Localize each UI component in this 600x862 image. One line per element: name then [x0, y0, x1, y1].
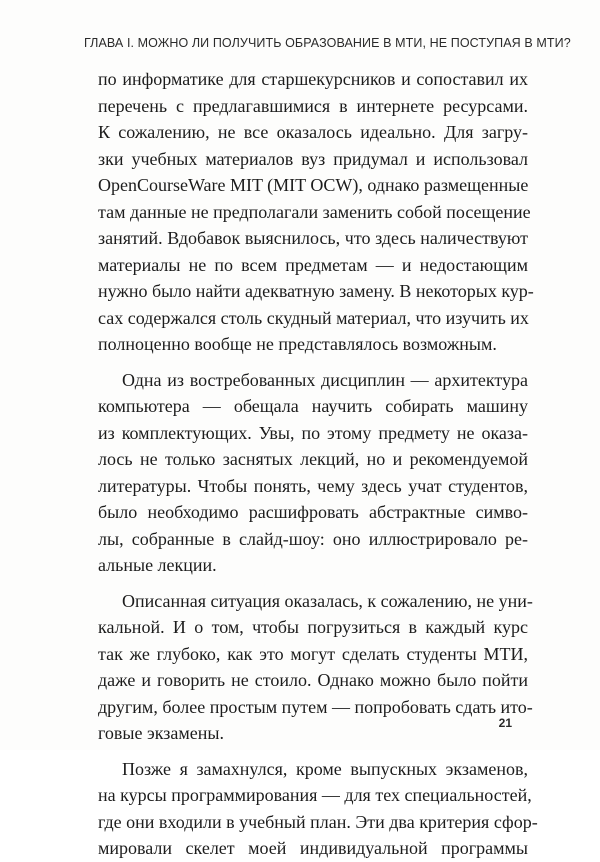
- text-line: из комплектующих. Увы, по этому предмету не оказа-: [98, 422, 528, 443]
- text-line: сах содержался столь скудный материал, что изучить их: [98, 307, 529, 328]
- text-line: Позже я замахнулся, кроме выпускных экзаменов,: [122, 758, 528, 779]
- running-header: ГЛАВА I. МОЖНО ЛИ ПОЛУЧИТЬ ОБРАЗОВАНИЕ В МТИ, НЕ ПОСТУПАЯ В МТИ?: [84, 36, 571, 50]
- text-line: лось не только заснятых лекций, но и рекомендуемой: [98, 449, 528, 469]
- text-line: нужно было найти адекватную замену. В некоторых кур-: [98, 281, 534, 301]
- text-line: на курсы программирования — для тех специальностей,: [98, 785, 532, 805]
- text-line: было необходимо расшифровать абстрактные симво-: [98, 502, 528, 522]
- text-line: зки учебных материалов вуз придумал и использовал: [98, 148, 528, 169]
- text-line: другим, более простым путем — попробовать сдать ито-: [98, 696, 533, 717]
- text-line: полноценно вообще не представлялось возможным.: [98, 334, 497, 354]
- text-line: К сожалению, не все оказалось идеально. Для загру-: [98, 122, 528, 142]
- text-line: OpenCourseWare MIT (MIT OCW), однако размещенные: [98, 175, 529, 195]
- body-text: [98, 66, 538, 862]
- text-line: перечень с предлагавшимися в интернете ресурсами.: [98, 95, 528, 116]
- text-line: говые экзамены.: [98, 723, 224, 743]
- text-line: альные лекции.: [98, 555, 217, 575]
- text-line: материалы не по всем предметам — и недостающим: [98, 254, 528, 275]
- text-line: занятий. Вдобавок выяснилось, что здесь наличествуют: [98, 228, 528, 248]
- page-number: 21: [498, 716, 512, 730]
- text-line: по информатике для старшекурсников и сопоставил их: [98, 69, 528, 89]
- text-line: компьютера — обещала научить собирать машину: [98, 396, 528, 416]
- text-line: кальной. И о том, чтобы погрузиться в каждый курс: [98, 617, 528, 637]
- paragraph: [98, 367, 528, 579]
- text-line: лы, собранные в слайд-шоу: оно иллюстрировало ре-: [98, 528, 528, 549]
- paragraph: [98, 588, 533, 747]
- text-line: Одна из востребованных дисциплин — архитектура: [122, 369, 528, 390]
- text-line: так же глубоко, как это могут сделать студенты МТИ,: [98, 643, 528, 664]
- text-line: там данные не предполагали заменить собой посещение: [98, 201, 531, 222]
- text-line: даже и говорить не стоило. Однако можно было пойти: [98, 670, 528, 690]
- text-line: мировали скелет моей индивидуальной программы: [98, 838, 528, 858]
- text-line: где они входили в учебный план. Эти два критерия сфор-: [98, 811, 538, 832]
- text-line: Описанная ситуация оказалась, к сожалению, не уни-: [122, 590, 533, 611]
- paragraph: [98, 756, 538, 862]
- text-line: литературы. Чтобы понять, чему здесь учат студентов,: [98, 475, 528, 496]
- paragraph: [98, 66, 534, 358]
